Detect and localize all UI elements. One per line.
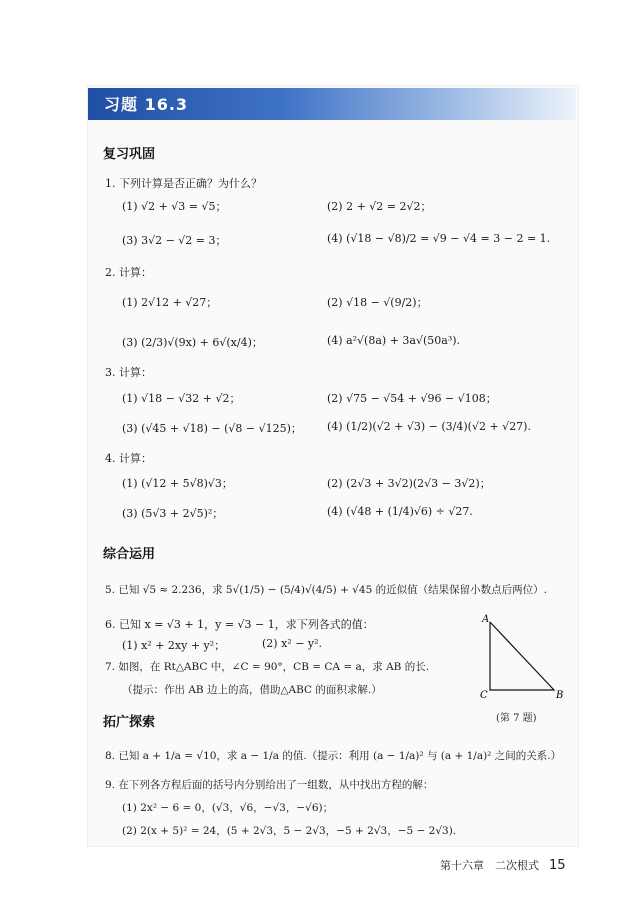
q2-stem: 2. 计算： [105, 266, 152, 279]
q9-stem: 9. 在下列各方程后面的括号内分别给出了一组数，从中找出方程的解： [105, 779, 434, 791]
chapter-label: 第十六章 二次根式 [440, 859, 539, 872]
q6-a: (1) x² + 2xy + y²； [122, 639, 226, 652]
q4-c: (3) (5√3 + 2√5)²； [122, 507, 224, 520]
q1-c: (3) 3√2 − √2 = 3； [122, 234, 227, 247]
q1-stem: 1. 下列计算是否正确？为什么？ [105, 177, 262, 190]
q5: 5. 已知 √5 ≈ 2.236，求 5√(1/5) − (5/4)√(4/5) + √45 的近似值（结果保留小数点后两位）. [105, 584, 547, 596]
q6-stem: 6. 已知 x = √3 + 1，y = √3 − 1，求下列各式的值： [105, 618, 374, 631]
q3-a: (1) √18 − √32 + √2； [122, 392, 241, 405]
exercise-title: 习题 16.3 [104, 95, 189, 114]
section-review: 复习巩固 [103, 147, 156, 162]
section-apply: 综合运用 [103, 547, 156, 562]
q3-stem: 3. 计算： [105, 366, 152, 379]
q4-d: (4) (√48 + (1/4)√6) ÷ √27. [327, 505, 473, 518]
right-triangle-figure [470, 610, 580, 710]
q2-b: (2) √18 − √(9/2)； [327, 296, 428, 309]
q9-a: (1) 2x² − 6 = 0，(√3，√6，−√3，−√6)； [122, 802, 334, 814]
q3-d: (4) (1/2)(√2 + √3) − (3/4)(√2 + √27). [327, 420, 531, 433]
q9-b: (2) 2(x + 5)² = 24，(5 + 2√3，5 − 2√3，−5 + 2√3，−5 − 2√3). [122, 825, 457, 837]
triangle-outline [490, 622, 554, 690]
q1-b: (2) 2 + √2 = 2√2； [327, 200, 432, 213]
figure-caption: (第 7 题) [496, 713, 537, 724]
q7-stem: 7. 如图，在 Rt△ABC 中，∠C = 90°，CB = CA = a，求 AB 的长. [105, 661, 430, 673]
q8: 8. 已知 a + 1/a = √10，求 a − 1/a 的值.（提示：利用 (a − 1/a)² 与 (a + 1/a)² 之间的关系.） [105, 750, 562, 762]
q2-a: (1) 2√12 + √27； [122, 296, 218, 309]
q1-a: (1) √2 + √3 = √5； [122, 200, 227, 213]
section-extend: 拓广探索 [103, 715, 156, 730]
q3-b: (2) √75 − √54 + √96 − √108； [327, 392, 497, 405]
q7-hint: （提示：作出 AB 边上的高，借助△ABC 的面积求解.） [122, 684, 382, 696]
q3-c: (3) (√45 + √18) − (√8 − √125)； [122, 422, 302, 435]
vertex-a-label: A [482, 614, 490, 625]
q4-b: (2) (2√3 + 3√2)(2√3 − 3√2)； [327, 477, 491, 490]
vertex-b-label: B [556, 690, 564, 701]
q4-stem: 4. 计算： [105, 452, 152, 465]
q1-d: (4) (√18 − √8)/2 = √9 − √4 = 3 − 2 = 1. [327, 232, 551, 245]
page-number: 15 [549, 858, 566, 873]
q4-a: (1) (√12 + 5√8)√3； [122, 477, 233, 490]
page-footer [440, 857, 566, 873]
q2-d: (4) a²√(8a) + 3a√(50a³). [327, 334, 461, 347]
q6-b: (2) x² − y². [262, 637, 323, 650]
vertex-c-label: C [480, 690, 488, 701]
q2-c: (3) (2/3)√(9x) + 6√(x/4)； [122, 336, 263, 349]
